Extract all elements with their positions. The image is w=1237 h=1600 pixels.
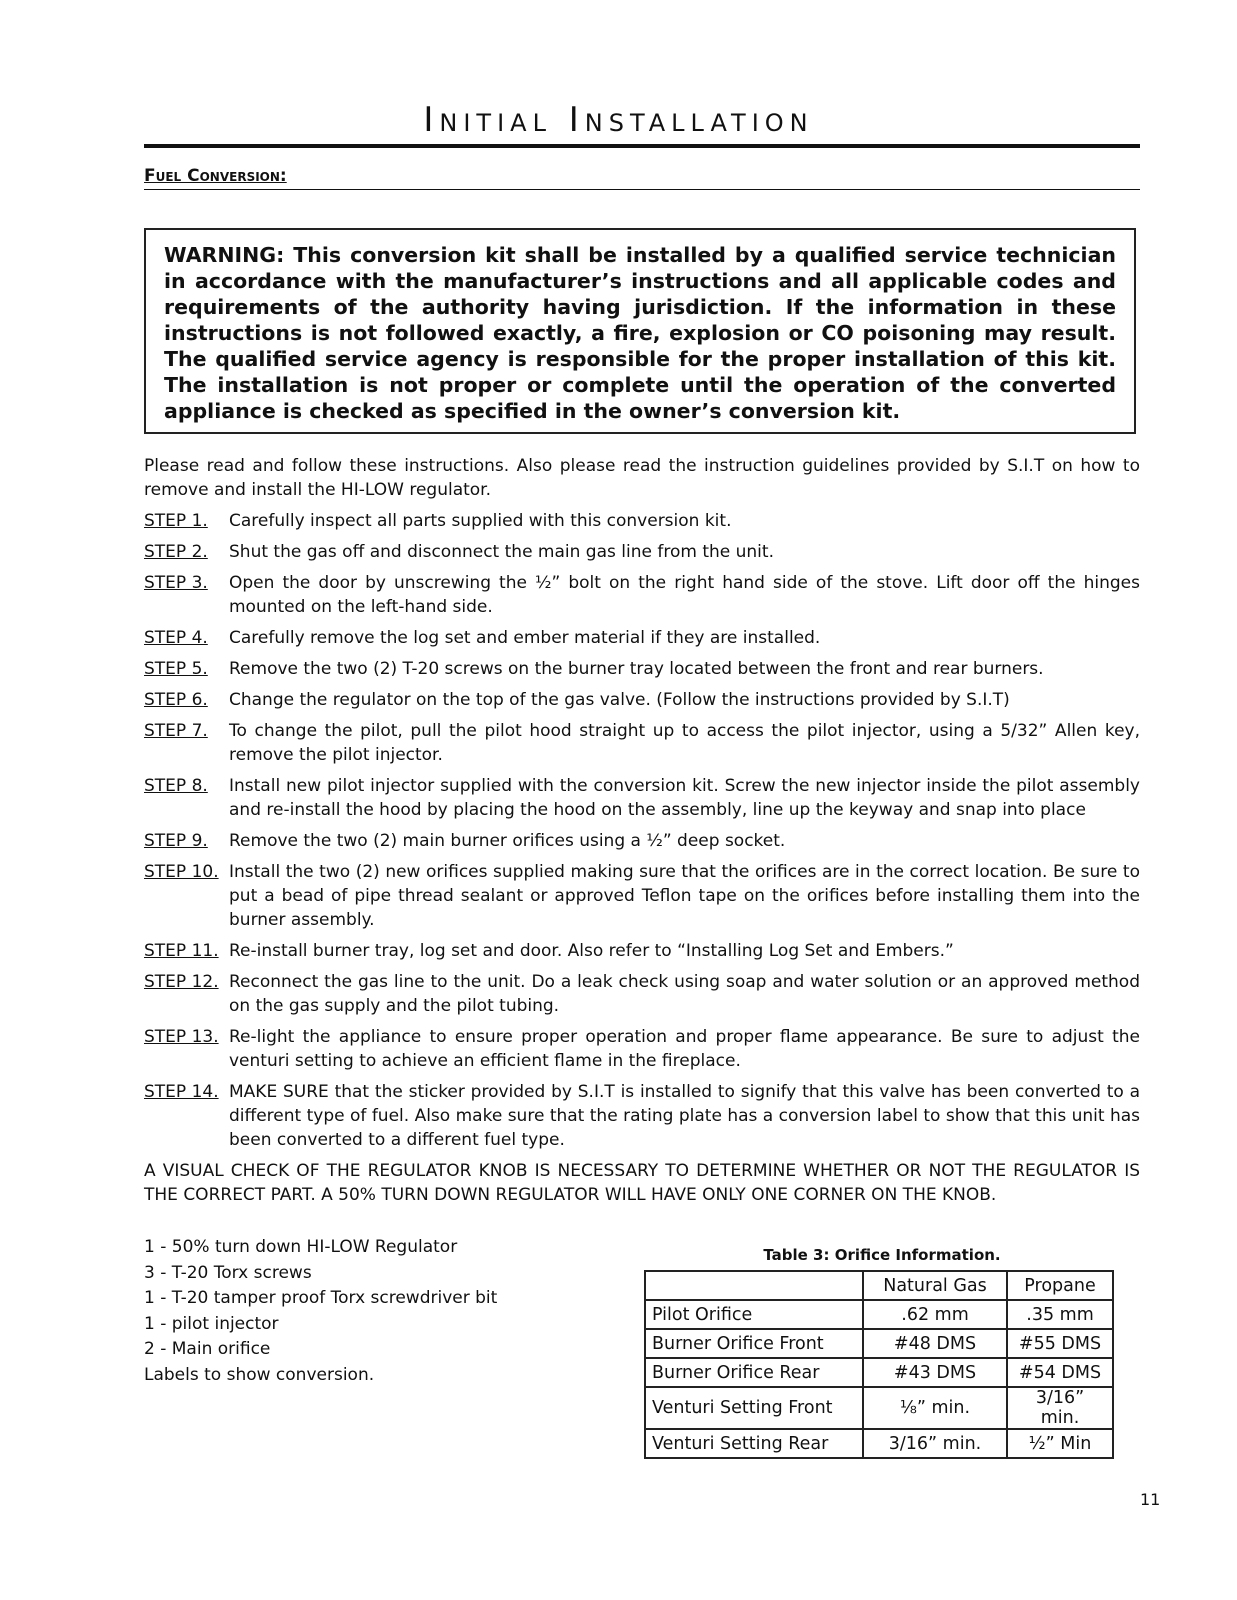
step-label: STEP 4. [144, 628, 208, 648]
table-row [645, 1300, 1113, 1329]
warning-text: WARNING: This conversion kit shall be installed by a qualified service technician in accordance with the manufacturer’s instructions and all applicable codes and requirements of the authority having jurisdiction. If the information in these instructions is not followed exactly, a fire, explosion or CO poisoning may result. The qualified service agency is responsible for the proper installation of this kit. The installation is not proper or complete until the operation of the converted appliance is checked as specified in the owner’s conversion kit. [164, 243, 1116, 423]
step-item [144, 860, 1140, 932]
step-text: To change the pilot, pull the pilot hood straight up to access the pilot injector, using a 5/32” Allen key, remove the pilot injector. [229, 721, 1140, 765]
steps-list [144, 509, 1140, 1159]
step-text: MAKE SURE that the sticker provided by S.I.T is installed to signify that this valve has been converted to a different type of fuel. Also make sure that the rating plate has a conversion label to show that this unit has been converted to a different fuel type. [229, 1082, 1140, 1150]
table-cell: #55 DMS [1007, 1329, 1113, 1358]
table-cell: .35 mm [1007, 1300, 1113, 1329]
orifice-table [644, 1270, 1114, 1459]
step-text: Open the door by unscrewing the ½” bolt on the right hand side of the stove. Lift door off the hinges mounted on the left-hand side. [229, 573, 1140, 617]
step-label: STEP 5. [144, 659, 208, 679]
step-label: STEP 8. [144, 776, 208, 796]
step-label: STEP 7. [144, 721, 208, 741]
step-label: STEP 1. [144, 511, 208, 531]
table-cell: 3/16” min. [863, 1429, 1007, 1458]
step-item [144, 719, 1140, 767]
list-item: 1 - 50% turn down HI-LOW Regulator [144, 1237, 458, 1257]
step-label: STEP 14. [144, 1082, 219, 1102]
step-text: Remove the two (2) main burner orifices using a ½” deep socket. [229, 831, 786, 851]
step-label: STEP 11. [144, 941, 219, 961]
list-item: Labels to show conversion. [144, 1364, 375, 1385]
table-header-cell: Propane [1007, 1271, 1113, 1300]
step-item [144, 970, 1140, 1018]
step-label: STEP 12. [144, 972, 219, 992]
table-cell: Venturi Setting Front [645, 1387, 863, 1429]
step-label: STEP 2. [144, 542, 208, 562]
step-text: Re-install burner tray, log set and door. Also refer to “Installing Log Set and Embers.” [229, 941, 954, 961]
table-row [645, 1387, 1113, 1429]
step-item [144, 509, 1140, 533]
warning-box [144, 228, 1136, 434]
step-label: STEP 13. [144, 1027, 219, 1047]
table-cell: ⅛” min. [863, 1387, 1007, 1429]
title-rule [144, 144, 1140, 148]
page-title: Initial Installation [423, 100, 814, 140]
step-text: Carefully inspect all parts supplied with this conversion kit. [229, 511, 732, 531]
table-cell: #48 DMS [863, 1329, 1007, 1358]
section-rule [144, 189, 1140, 190]
step-item [144, 829, 1140, 853]
list-item: 1 - T-20 tamper proof Torx screwdriver bit [144, 1288, 498, 1309]
step-item [144, 774, 1140, 822]
step-item [144, 688, 1140, 712]
table-header-cell [645, 1271, 863, 1300]
step-text: Reconnect the gas line to the unit. Do a leak check using soap and water solution or an approved method on the gas supply and the pilot tubing. [229, 972, 1140, 1016]
step-text: Change the regulator on the top of the gas valve. (Follow the instructions provided by S.I.T) [229, 690, 1010, 710]
table-cell: Pilot Orifice [645, 1300, 863, 1329]
table-row [645, 1358, 1113, 1387]
table-row [645, 1429, 1113, 1458]
table-cell: ½” Min [1007, 1429, 1113, 1458]
step-text: Remove the two (2) T-20 screws on the burner tray located between the front and rear burners. [229, 659, 1044, 679]
table-cell: 3/16” min. [1007, 1387, 1113, 1429]
table-cell: Burner Orifice Rear [645, 1358, 863, 1387]
list-item: 2 - Main orifice [144, 1339, 271, 1360]
step-text: Carefully remove the log set and ember material if they are installed. [229, 628, 821, 648]
table-row [645, 1329, 1113, 1358]
step-item [144, 939, 1140, 963]
parts-list [144, 1235, 564, 1389]
step-item [144, 1025, 1140, 1073]
table-cell: #54 DMS [1007, 1358, 1113, 1387]
step-item [144, 1080, 1140, 1152]
regulator-check-note: A VISUAL CHECK OF THE REGULATOR KNOB IS NECESSARY TO DETERMINE WHETHER OR NOT THE REGULATOR IS THE CORRECT PART. A 50% TURN DOWN REGULATOR WILL HAVE ONLY ONE CORNER ON THE KNOB. [144, 1161, 1140, 1205]
list-item: 3 - T-20 Torx screws [144, 1262, 312, 1283]
step-text: Install the two (2) new orifices supplied making sure that the orifices are in the correct location. Be sure to put a bead of pipe thread sealant or approved Teflon tape on the orifices before installing them into the burner assembly. [229, 862, 1140, 930]
table-cell: .62 mm [863, 1300, 1007, 1329]
table-cell: Venturi Setting Rear [645, 1429, 863, 1458]
table-header-row [645, 1271, 1113, 1300]
table-cell: Burner Orifice Front [645, 1329, 863, 1358]
page-number: 11 [1140, 1490, 1161, 1509]
step-label: STEP 6. [144, 690, 208, 710]
step-item [144, 626, 1140, 650]
step-text: Shut the gas off and disconnect the main gas line from the unit. [229, 542, 774, 562]
intro-paragraph: Please read and follow these instructions. Also please read the instruction guidelines provided by S.I.T on how to remove and install the HI-LOW regulator. [144, 456, 1140, 500]
table-header-cell: Natural Gas [863, 1271, 1007, 1300]
step-item [144, 571, 1140, 619]
step-text: Re-light the appliance to ensure proper operation and proper flame appearance. Be sure to adjust the venturi setting to achieve an efficient flame in the fireplace. [229, 1027, 1140, 1071]
step-label: STEP 3. [144, 573, 208, 593]
list-item: 1 - pilot injector [144, 1313, 279, 1334]
step-label: STEP 9. [144, 831, 208, 851]
step-item [144, 657, 1140, 681]
step-text: Install new pilot injector supplied with the conversion kit. Screw the new injector inside the pilot assembly and re-install the hood by placing the hood on the assembly, line up the keyway and snap into place [229, 776, 1140, 820]
step-label: STEP 10. [144, 862, 219, 882]
table-caption: Table 3: Orifice Information. [763, 1246, 1001, 1264]
step-item [144, 540, 1140, 564]
section-heading: Fuel Conversion: [144, 166, 287, 186]
table-cell: #43 DMS [863, 1358, 1007, 1387]
